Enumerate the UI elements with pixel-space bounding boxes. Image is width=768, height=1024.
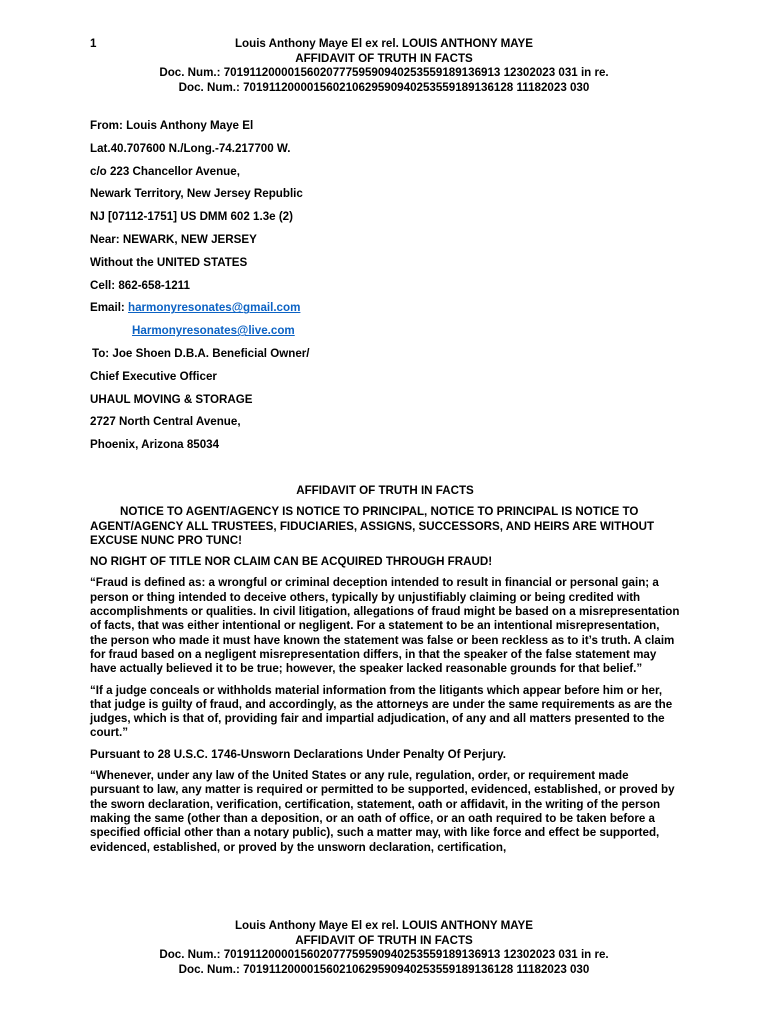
footer-doc-number-2: Doc. Num.: 701911200001560210629590940253559189136128 11182023 030 bbox=[178, 962, 590, 976]
address-block bbox=[90, 118, 710, 460]
header-title: AFFIDAVIT OF TRUTH IN FACTS bbox=[295, 51, 473, 65]
footer-doc-number-1: Doc. Num.: 7019112000015602077759590940253559189136913 12302023 031 in re. bbox=[159, 948, 609, 961]
from-near: Near: NEWARK, NEW JERSEY bbox=[90, 232, 257, 246]
from-territory: Newark Territory, New Jersey Republic bbox=[90, 187, 303, 201]
header-doc-number-2: Doc. Num.: 701911200001560210629590940253559189136128 11182023 030 bbox=[178, 80, 590, 94]
email-link-live[interactable]: Harmonyresonates@live.com bbox=[132, 324, 295, 338]
to-company: UHAUL MOVING & STORAGE bbox=[90, 392, 253, 406]
page-header bbox=[0, 37, 768, 95]
from-street: c/o 223 Chancellor Avenue, bbox=[90, 164, 240, 178]
to-title: Chief Executive Officer bbox=[90, 369, 217, 383]
from-zip: NJ [07112-1751] US DMM 602 1.3e (2) bbox=[90, 210, 293, 224]
document-body bbox=[90, 484, 680, 862]
no-right-paragraph: NO RIGHT OF TITLE NOR CLAIM CAN BE ACQUIRED THROUGH FRAUD! bbox=[90, 555, 493, 569]
from-name: From: Louis Anthony Maye El bbox=[90, 119, 254, 132]
footer-parties: Louis Anthony Maye El ex rel. LOUIS ANTHONY MAYE bbox=[234, 919, 534, 932]
judge-paragraph: “If a judge conceals or withholds material information from the litigants which appear before him or her, that judge is guilty of fraud, and accordingly, as the attorneys are under the same requirements as are the judges, which is that of, providing fair and impartial adjudication, of any and all matters presented to the court.” bbox=[90, 683, 673, 740]
from-email-line bbox=[90, 300, 710, 323]
footer-title: AFFIDAVIT OF TRUTH IN FACTS bbox=[295, 933, 473, 947]
header-parties: Louis Anthony Maye El ex rel. LOUIS ANTHONY MAYE bbox=[234, 37, 534, 50]
whenever-paragraph: “Whenever, under any law of the United States or any rule, regulation, order, or requirement made pursuant to law, any matter is required or permitted to be supported, evidenced, established, or proved by the sworn declaration, verification, certification, statement, oath or affidavit, in the writing of the person making the same (other than a deposition, or an oath of office, or an oath required to be taken before a specified official other than a notary public), such a matter may, with like force and effect be supported, evidenced, established, or proved by the unsworn declaration, certification, bbox=[90, 769, 675, 854]
from-without: Without the UNITED STATES bbox=[90, 255, 248, 269]
pursuant-paragraph: Pursuant to 28 U.S.C. 1746-Unsworn Declarations Under Penalty Of Perjury. bbox=[90, 747, 506, 761]
notice-paragraph: NOTICE TO AGENT/AGENCY IS NOTICE TO PRINCIPAL, NOTICE TO PRINCIPAL IS NOTICE TO AGENT/AGENCY ALL TRUSTEES, FIDUCIARIES, ASSIGNS, SUCCESSORS, AND HEIRS ARE WITHOUT EXCUSE NUNC PRO TUNC! bbox=[90, 505, 655, 547]
to-city: Phoenix, Arizona 85034 bbox=[90, 438, 220, 452]
email-label: Email: bbox=[90, 301, 129, 315]
page-number: 1 bbox=[90, 37, 97, 50]
page-footer bbox=[0, 919, 768, 977]
section-title: AFFIDAVIT OF TRUTH IN FACTS bbox=[296, 484, 474, 497]
email-link-gmail[interactable]: harmonyresonates@gmail.com bbox=[128, 301, 301, 315]
to-street: 2727 North Central Avenue, bbox=[90, 415, 241, 429]
fraud-definition-paragraph: “Fraud is defined as: a wrongful or criminal deception intended to result in financial or personal gain; a person or thing intended to deceive others, typically by unjustifiably claiming or being credited with accomplishments or qualities. In civil litigation, allegations of fraud might be based on a misrepresentation of facts, that was either intentional or negligent. For a statement to be an intentional misrepresentation, the person who made it must have known the statement was false or been reckless as to it’s truth. A claim for fraud based on a negligent misrepresentation differs, in that the speaker of the false statement may have actually believed it to be true; however, the speaker lacked reasonable grounds for that belief.” bbox=[90, 576, 680, 676]
from-email-line-2 bbox=[90, 323, 710, 346]
from-coordinates: Lat.40.707600 N./Long.-74.217700 W. bbox=[90, 141, 291, 155]
to-name: To: Joe Shoen D.B.A. Beneficial Owner/ bbox=[92, 346, 310, 360]
header-doc-number-1: Doc. Num.: 7019112000015602077759590940253559189136913 12302023 031 in re. bbox=[159, 66, 609, 79]
from-cell: Cell: 862-658-1211 bbox=[90, 278, 190, 292]
